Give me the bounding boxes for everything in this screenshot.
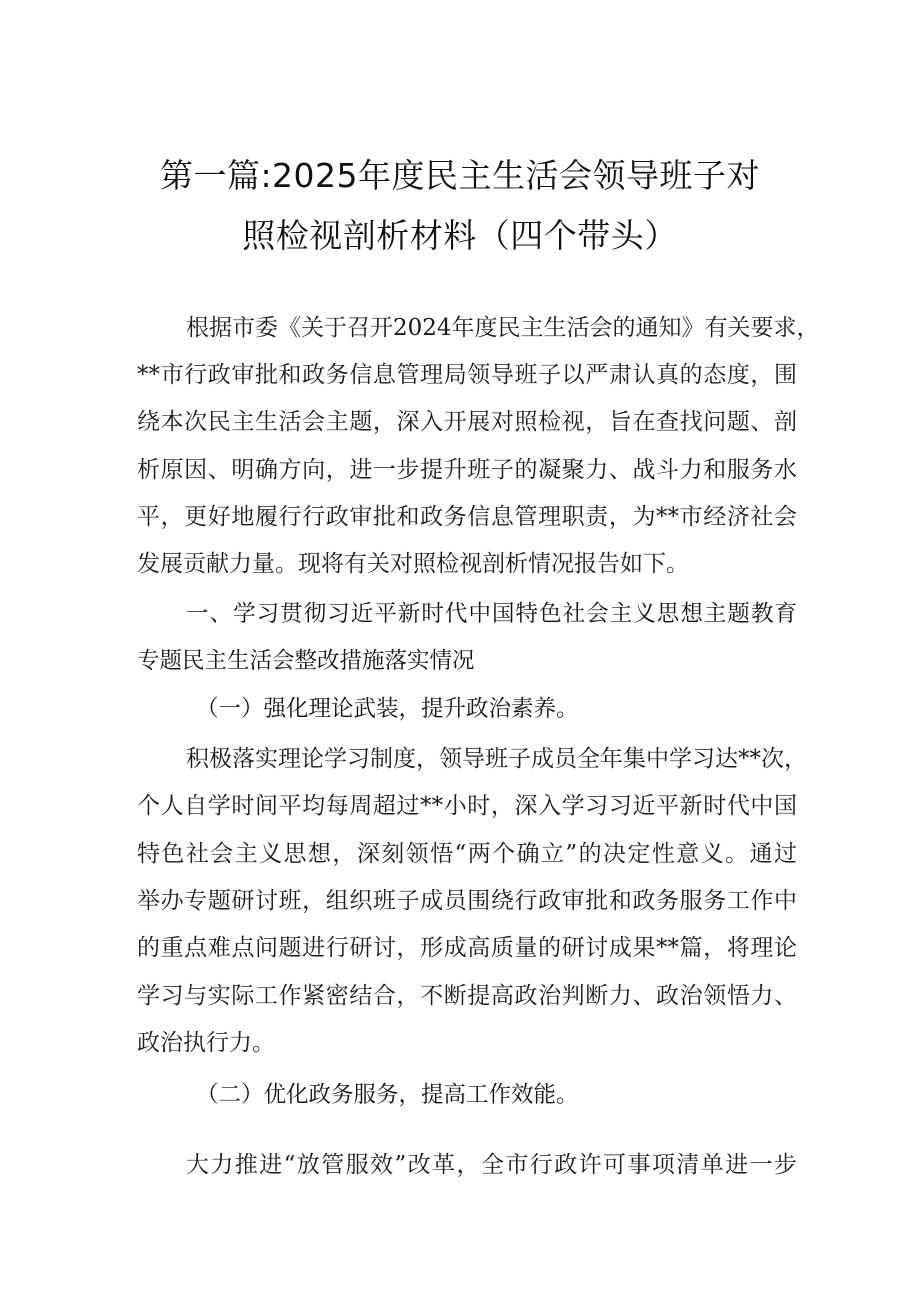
document-title-line-1: 第一篇:2025年度民主生活会领导班子对 — [159, 156, 761, 195]
body-line: 举办专题研讨班，组织班子成员围绕行政审批和政务服务工作中 — [137, 888, 797, 914]
body-line: 个人自学时间平均每周超过**小时，深入学习习近平新时代中国 — [137, 793, 797, 819]
subsection-heading: （一）强化理论武装，提升政治素养。 — [196, 696, 579, 722]
subsection-heading: （二）优化政务服务，提高工作效能。 — [196, 1082, 579, 1108]
section-heading: 专题民主生活会整改措施落实情况 — [137, 648, 475, 674]
body-line: 大力推进“放管服效”改革，全市行政许可事项清单进一步 — [186, 1152, 797, 1178]
document-title-line-2: 照检视剖析材料（四个带头） — [242, 216, 678, 255]
section-heading: 一、学习贯彻习近平新时代中国特色社会主义思想主题教育 — [186, 601, 797, 627]
body-line: 的重点难点问题进行研讨，形成高质量的研讨成果**篇，将理论 — [137, 935, 797, 961]
intro-line: 析原因、明确方向，进一步提升班子的凝聚力、战斗力和服务水 — [137, 457, 797, 483]
intro-line: 平，更好地履行行政审批和政务信息管理职责，为**市经济社会 — [137, 504, 797, 530]
intro-line: 发展贡献力量。现将有关对照检视剖析情况报告如下。 — [137, 551, 689, 577]
intro-line: 绕本次民主生活会主题，深入开展对照检视，旨在查找问题、剖 — [137, 409, 797, 435]
body-line: 学习与实际工作紧密结合，不断提高政治判断力、政治领悟力、 — [137, 983, 797, 1009]
intro-line: **市行政审批和政务信息管理局领导班子以严肃认真的态度，围 — [137, 362, 797, 388]
body-line: 特色社会主义思想，深刻领悟“两个确立”的决定性意义。通过 — [137, 841, 797, 867]
intro-line: 根据市委《关于召开2024年度民主生活会的通知》有关要求， — [186, 315, 820, 341]
body-line: 政治执行力。 — [137, 1030, 275, 1056]
body-line: 积极落实理论学习制度，领导班子成员全年集中学习达**次， — [186, 746, 807, 772]
